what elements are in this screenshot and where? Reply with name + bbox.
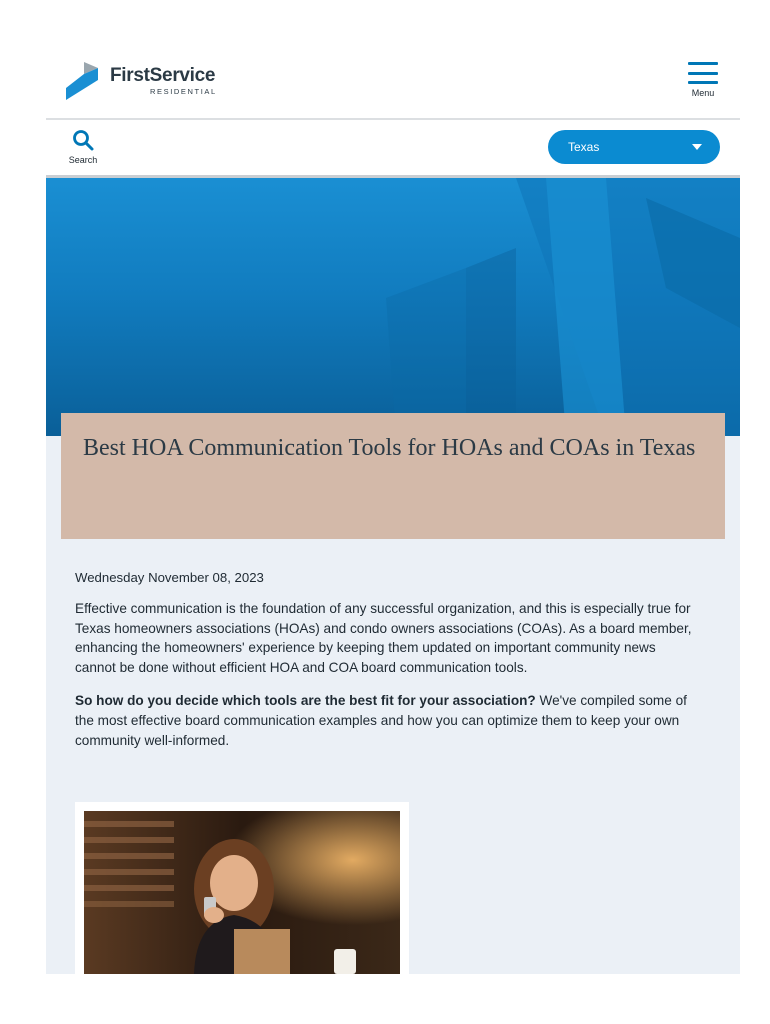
search-button[interactable] (66, 128, 100, 165)
article-date: Wednesday November 08, 2023 (75, 570, 264, 585)
hamburger-icon (688, 62, 718, 84)
article-paragraph-2-text: We've compiled some of the most effective board communication examples and how you can optimize them to keep your own community well-informed. (75, 693, 687, 748)
brand-subtitle: RESIDENTIAL (150, 87, 217, 97)
article-image (84, 811, 400, 974)
menu-button[interactable] (686, 62, 720, 102)
woman-with-phone-image (84, 811, 400, 974)
article-body (75, 570, 695, 750)
article-paragraph-1: Effective communication is the foundation of any successful organization, and this is especially true for Texas homeowners associations (HOAs) and condo owners associations (COAs). As a board member, enhancing the homeowners' experience by keeping them updated on important community news cannot be done without efficient HOA and COA board communication tools. (75, 601, 692, 675)
region-selected-value: Texas (568, 140, 600, 154)
region-dropdown[interactable] (548, 130, 720, 164)
article-image-frame (75, 802, 409, 974)
search-label: Search (68, 155, 98, 165)
hero-banner (46, 178, 740, 436)
brand-name: FirstService (110, 65, 216, 87)
hero-graphic (46, 178, 740, 436)
article-paragraph-2-bold: So how do you decide which tools are the best fit for your association? (75, 693, 536, 709)
caret-down-icon (692, 144, 702, 150)
page-title: Best HOA Communication Tools for HOAs and COAs in Texas (83, 435, 696, 461)
site-header (46, 0, 740, 118)
article-title-box (61, 413, 725, 539)
menu-label: Menu (691, 88, 715, 98)
utility-bar (46, 120, 740, 176)
brand-logo[interactable] (64, 60, 217, 102)
search-icon (71, 128, 95, 152)
article-paragraph-2 (75, 691, 695, 750)
logo-mark-icon (64, 60, 106, 102)
